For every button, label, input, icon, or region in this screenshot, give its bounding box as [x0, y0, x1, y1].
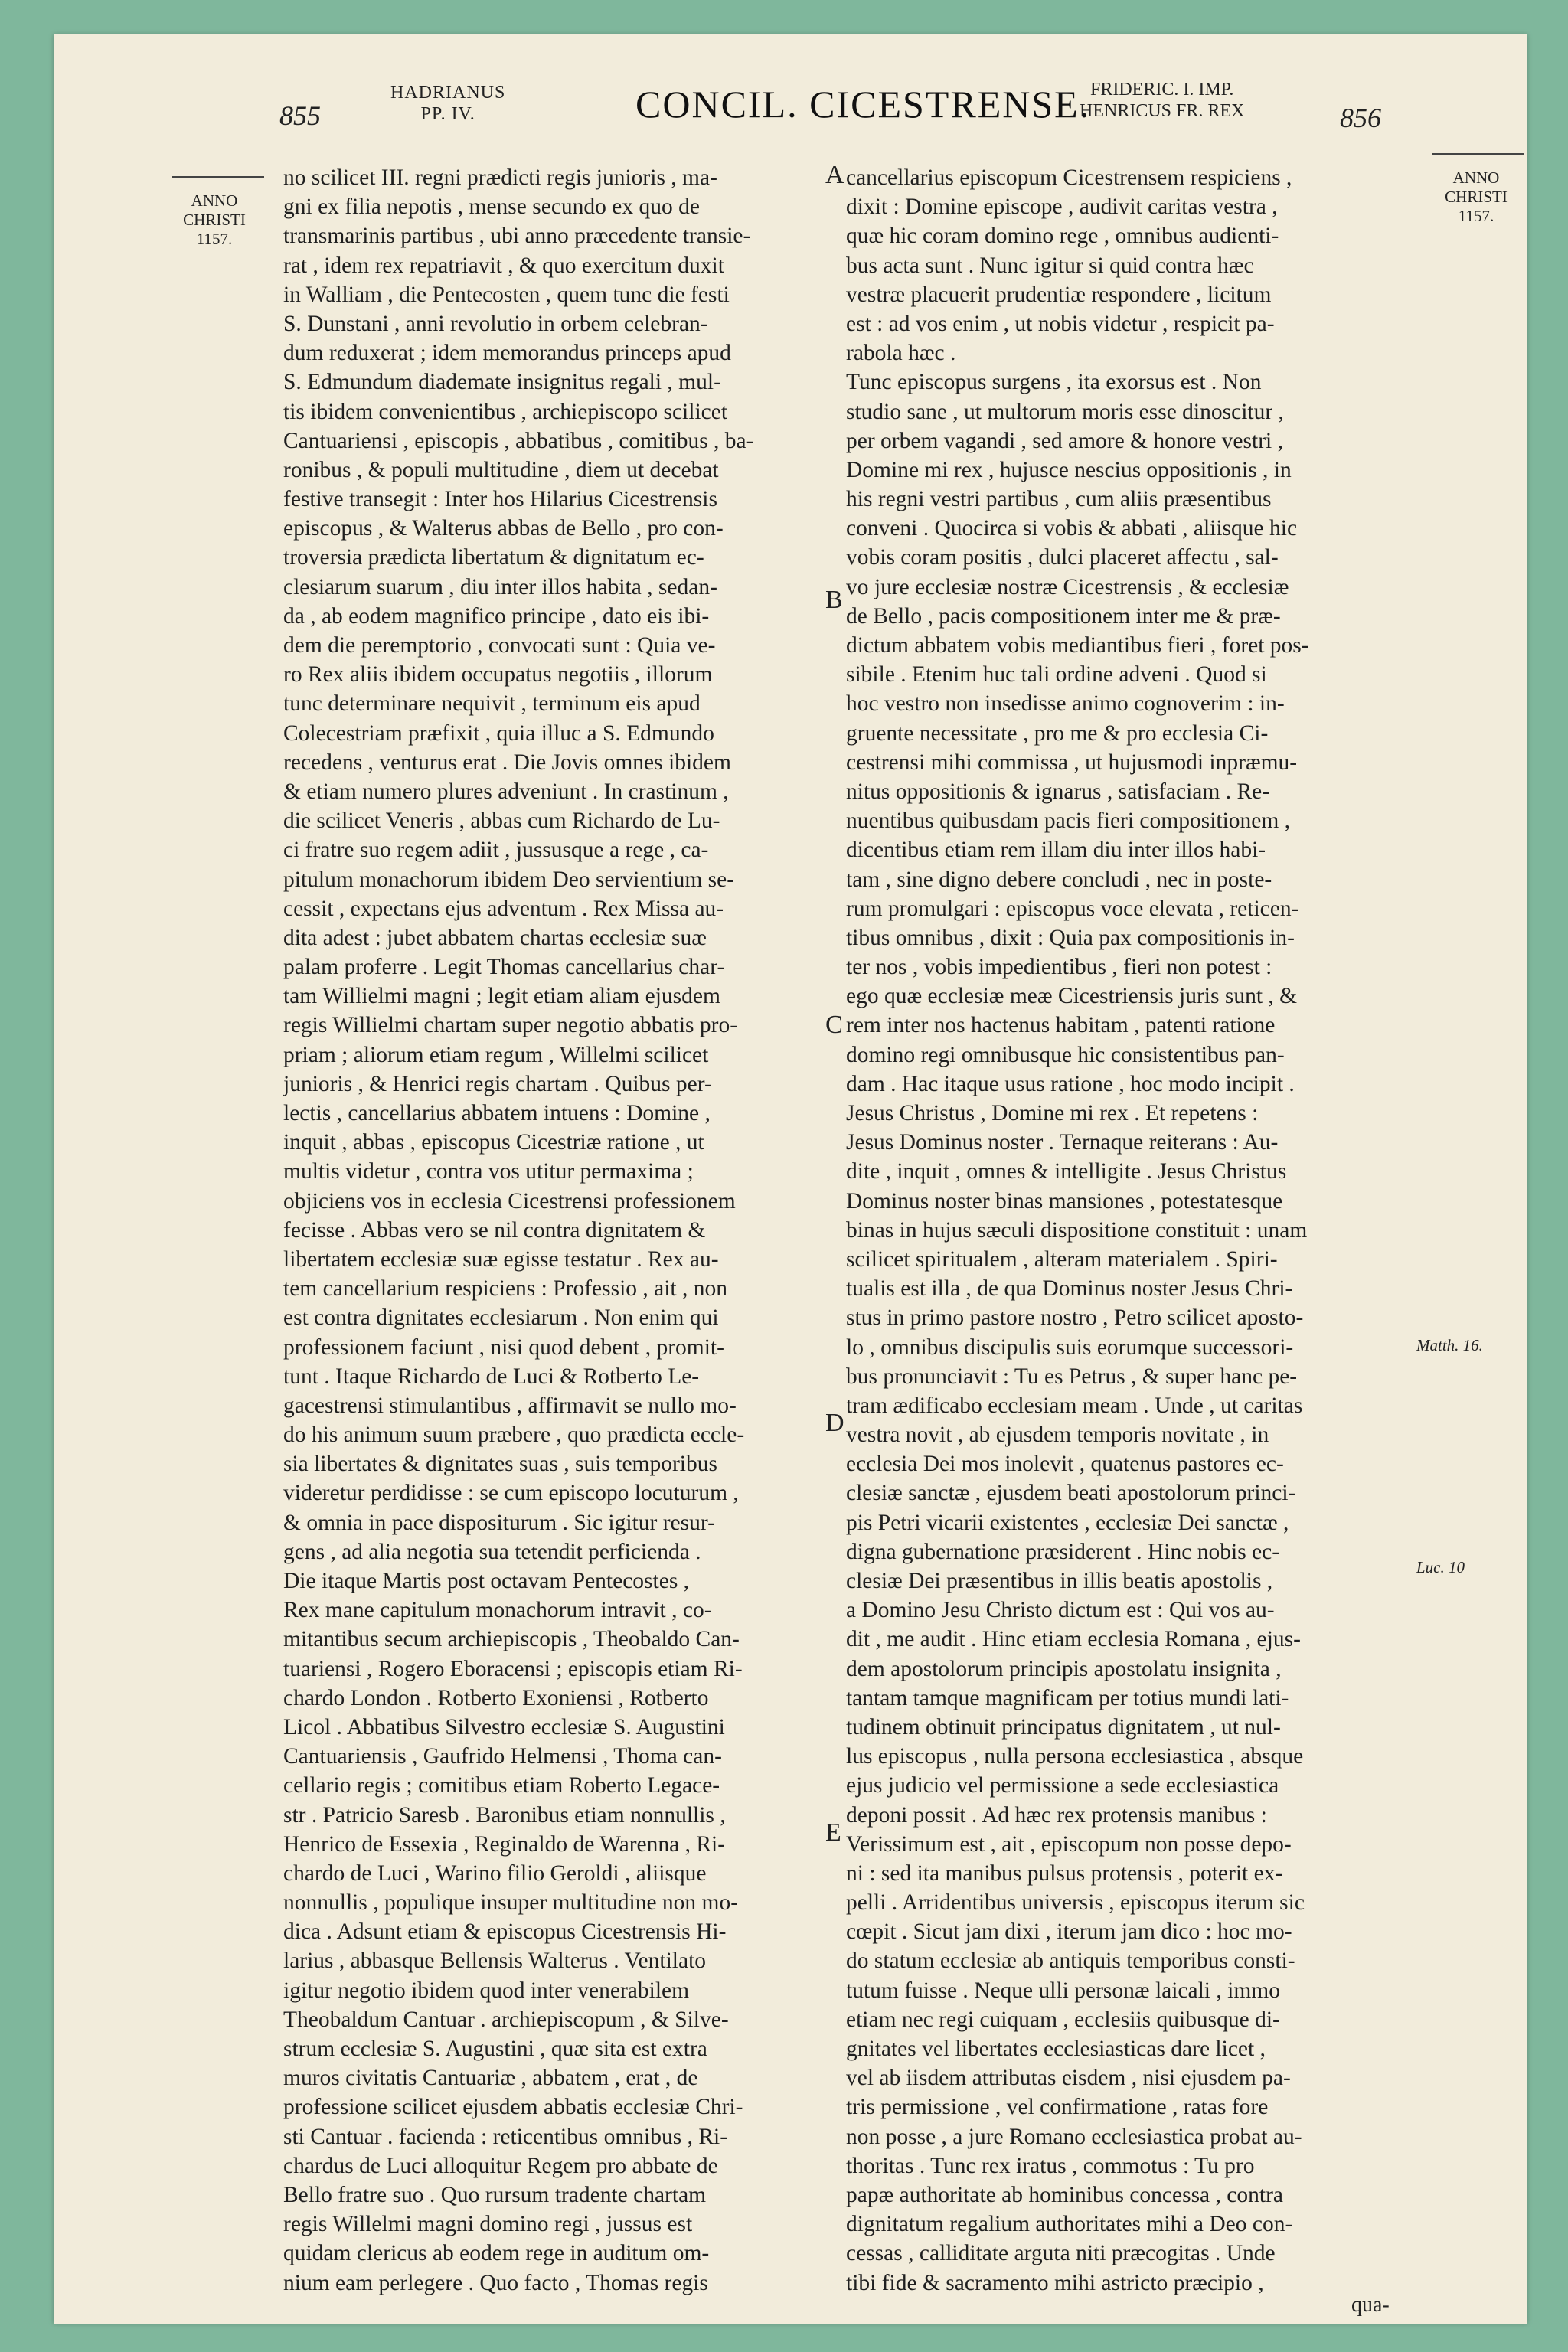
text-line: Tunc episcopus surgens , ita exorsus est . Non [846, 370, 1262, 395]
text-line: lus episcopus , nulla persona ecclesiastica , absque [846, 1744, 1304, 1769]
text-line: libertatem ecclesiæ suæ egisse testatur . Rex au- [283, 1246, 719, 1272]
text-line: troversia prædicta libertatum & dignitatum ec- [283, 545, 704, 570]
text-line: domino regi omnibusque hic consistentibus pan- [846, 1042, 1285, 1067]
text-line: junioris , & Henrici regis chartam . Quibus per- [283, 1071, 712, 1096]
text-line: tis ibidem convenientibus , archiepiscopo scilicet [283, 399, 728, 424]
text-line: a Domino Jesu Christo dictum est : Qui vos au- [846, 1598, 1275, 1623]
text-line: Domine mi rex , hujusce nescius oppositionis , in [846, 457, 1292, 482]
side-reference-luke: Luc. 10 [1416, 1558, 1465, 1576]
text-line: Colecestriam præfixit , quia illuc a S. Edmundo [283, 720, 714, 746]
text-line: recedens , venturus erat . Die Jovis omnes ibidem [283, 750, 731, 775]
text-line: per orbem vagandi , sed amore & honore vestri , [846, 428, 1283, 453]
text-line: dixit : Domine episcope , audivit caritas vestra , [846, 194, 1278, 220]
text-line: quidam clericus ab eodem rege in auditum om- [283, 2241, 710, 2266]
running-head-left [390, 82, 505, 125]
text-line: fecisse . Abbas vero se nil contra dignitatem & [283, 1217, 706, 1243]
text-line: non posse , a jure Romano ecclesiastica probat au- [846, 2124, 1302, 2149]
text-line: pelli . Arridentibus universis , episcopus iterum sic [846, 1890, 1305, 1916]
section-marker-b: B [825, 586, 843, 614]
text-line: gens , ad alia negotia sua tetendit perficienda . [283, 1539, 701, 1564]
text-line: tudinem obtinuit principatus dignitatem , ut nul- [846, 1714, 1281, 1740]
text-line: S. Dunstani , anni revolutio in orbem celebran- [283, 311, 708, 336]
text-line: papæ authoritate ab hominibus concessa , contra [846, 2182, 1283, 2207]
text-line: tam , sine digno debere concludi , nec in poste- [846, 867, 1272, 892]
text-line: clesiarum suarum , diu inter illos habita , sedan- [283, 574, 717, 599]
text-line: bus pronunciavit : Tu es Petrus , & super hanc pe- [846, 1364, 1298, 1389]
text-line: rabola hæc . [846, 341, 956, 366]
text-line: vobis coram positis , dulci placeret affectu , sal- [846, 545, 1279, 570]
text-line: est contra dignitates ecclesiarum . Non enim qui [283, 1305, 719, 1331]
text-line: tunt . Itaque Richardo de Luci & Rotberto Le- [283, 1364, 700, 1389]
side-reference-matthew: Matth. 16. [1416, 1336, 1483, 1354]
text-line: dignitatum regalium authoritates mihi a Deo con- [846, 2212, 1293, 2237]
text-line: scilicet spiritualem , alteram materialem . Spiri- [846, 1246, 1278, 1272]
text-line: larius , abbasque Bellensis Walterus . Ventilato [283, 1949, 707, 1974]
text-line: stus in primo pastore nostro , Petro scilicet aposto- [846, 1305, 1304, 1331]
text-line: & omnia in pace dispositurum . Sic igitur resur- [283, 1510, 715, 1535]
text-line: multis videtur , contra vos utitur permaxima ; [283, 1159, 694, 1184]
text-line: Verissimum est , ait , episcopum non posse depo- [846, 1831, 1292, 1857]
book-page [54, 34, 1527, 2324]
text-line: Rex mane capitulum monachorum intravit , co- [283, 1598, 712, 1623]
running-head-left-line1: HADRIANUS [390, 83, 506, 103]
text-line: gnitates vel libertates ecclesiasticas dare licet , [846, 2037, 1266, 2061]
text-line: sia libertates & dignitates suas , suis temporibus [283, 1452, 717, 1477]
text-line: & etiam numero plures adveniunt . In crastinum , [283, 779, 729, 804]
running-head-title: CONCIL. CICESTRENSE. [635, 83, 1091, 126]
text-line: videretur perdidisse : se cum episcopo locuturum , [283, 1481, 739, 1506]
text-line: bus acta sunt . Nunc igitur si quid contra hæc [846, 253, 1254, 278]
text-line: gni ex filia nepotis , mense secundo ex quo de [283, 194, 700, 220]
text-line: ter nos , vobis impedientibus , fieri non potest : [846, 955, 1272, 980]
text-line: tem cancellarium respiciens : Professio , ait , non [283, 1276, 728, 1302]
text-line: rat , idem rex repatriavit , & quo exercitum duxit [283, 253, 724, 278]
text-line: S. Edmundum diademate insignitus regali , mul- [283, 370, 721, 395]
running-head-right-line2: HENRICUS FR. REX [1080, 101, 1245, 121]
text-line: professionem faciunt , nisi quod debent , promit- [283, 1334, 724, 1360]
text-line: dum reduxerat ; idem memorandus princeps apud [283, 341, 731, 366]
text-line: Die itaque Martis post octavam Pentecostes , [283, 1569, 690, 1593]
text-line: Jesus Christus , Domine mi rex . Et repetens : [846, 1101, 1259, 1125]
text-line: de Bello , pacis compositionem inter me & præ- [846, 603, 1281, 629]
text-line: gacestrensi stimulantibus , affirmavit se nullo mo- [283, 1393, 737, 1418]
text-line: dictum abbatem vobis mediantibus fieri , foret pos- [846, 633, 1309, 658]
text-line: regis Willielmi chartam super negotio abbatis pro- [283, 1013, 738, 1038]
text-line: tris permissione , vel confirmatione , ratas fore [846, 2095, 1269, 2120]
page-number-right: 856 [1340, 103, 1381, 133]
section-marker-a: A [825, 161, 844, 189]
text-line: deponi possit . Ad hæc rex protensis manibus : [846, 1802, 1267, 1828]
text-line: tibi fide & sacramento mihi astricto præcipio , [846, 2270, 1264, 2295]
text-line: transmarinis partibus , ubi anno præcedente transie- [283, 224, 751, 249]
text-line: pitulum monachorum ibidem Deo servientium se- [283, 867, 735, 892]
text-line: cessas , calliditate arguta niti præcogitas . Unde [846, 2241, 1276, 2266]
year-note-right [1438, 168, 1514, 226]
page-number-left: 855 [279, 100, 321, 131]
text-line: hoc vestro non insedisse animo cognoverim : in- [846, 691, 1285, 717]
text-line: tantam tamque magnificam per totius mundi lati- [846, 1685, 1289, 1710]
text-column-left [283, 163, 850, 2298]
text-line: est : ad vos enim , ut nobis videtur , respicit pa- [846, 311, 1275, 336]
text-line: muros civitatis Cantuariæ , abbatem , erat , de [283, 2066, 698, 2091]
text-line: die scilicet Veneris , abbas cum Richardo de Lu- [283, 808, 720, 834]
text-line: dite , inquit , omnes & intelligite . Jesus Christus [846, 1159, 1287, 1184]
text-line: dem apostolorum principis apostolatu insignita , [846, 1656, 1282, 1681]
text-line: cestrensi mihi commissa , ut hujusmodi inpræmu- [846, 750, 1298, 775]
text-line: episcopus , & Walterus abbas de Bello , pro con- [283, 516, 724, 541]
running-head-right-line1: FRIDERIC. I. IMP. [1090, 80, 1234, 100]
text-line: binas in hujus sæculi dispositione constituit : unam [846, 1217, 1308, 1243]
text-line: ro Rex aliis ibidem occupatus negotiis , illorum [283, 662, 713, 688]
text-line: Cantuariensi , episcopis , abbatibus , comitibus , ba- [283, 428, 754, 453]
text-line: sibile . Etenim huc tali ordine adveni . Quod si [846, 662, 1267, 688]
text-line: do statum ecclesiæ ab antiquis temporibus consti- [846, 1949, 1295, 1974]
text-line: vestræ placuerit prudentiæ respondere , licitum [846, 282, 1272, 307]
text-line: lectis , cancellarius abbatem intuens : Domine , [283, 1101, 710, 1125]
text-line: sti Cantuar . facienda : reticentibus omnibus , Ri- [283, 2124, 728, 2149]
text-line: chardo de Luci , Warino filio Geroldi , aliisque [283, 1860, 707, 1886]
text-line: str . Patricio Saresb . Baronibus etiam nonnullis , [283, 1802, 726, 1828]
text-line: dit , me audit . Hinc etiam ecclesia Romana , ejus- [846, 1627, 1301, 1652]
text-line: tuariensi , Rogero Eboracensi ; episcopis etiam Ri- [283, 1656, 743, 1681]
text-line: chardo London . Rotberto Exoniensi , Rotberto [283, 1685, 709, 1710]
text-column-right [846, 163, 1413, 2298]
text-line: igitur negotio ibidem quod inter venerabilem [283, 1978, 690, 2003]
text-line: tutum fuisse . Neque ulli personæ laicali , immo [846, 1978, 1280, 2003]
text-line: ronibus , & populi multitudine , diem ut decebat [283, 457, 719, 482]
margin-rule-left [172, 176, 264, 178]
text-line: Jesus Dominus noster . Ternaque reiterans : Au- [846, 1130, 1279, 1155]
text-line: dam . Hac itaque usus ratione , hoc modo incipit . [846, 1071, 1295, 1096]
year-note-left-label: ANNO CHRISTI [183, 191, 246, 229]
text-line: tam Willielmi magni ; legit etiam aliam ejusdem [283, 984, 720, 1009]
year-note-left [176, 191, 253, 249]
text-line: Licol . Abbatibus Silvestro ecclesiæ S. Augustini [283, 1714, 725, 1740]
text-line: cellario regis ; comitibus etiam Roberto Legace- [283, 1773, 720, 1798]
text-line: festive transegit : Inter hos Hilarius Cicestrensis [283, 487, 717, 512]
text-line: pis Petri vicarii existentes , ecclesiæ Dei sanctæ , [846, 1510, 1289, 1535]
text-line: inquit , abbas , episcopus Cicestriæ ratione , ut [283, 1130, 704, 1155]
section-marker-e: E [825, 1818, 841, 1847]
text-line: strum ecclesiæ S. Augustini , quæ sita est extra [283, 2037, 707, 2061]
year-note-right-label: ANNO CHRISTI [1445, 168, 1508, 206]
text-line: dita adest : jubet abbatem chartas ecclesiæ suæ [283, 925, 707, 950]
text-line: cessit , expectans ejus adventum . Rex Missa au- [283, 896, 724, 921]
text-line: ego quæ ecclesiæ meæ Cicestriensis juris sunt , & [846, 984, 1298, 1009]
text-line: objiciens vos in ecclesia Cicestrensi professionem [283, 1188, 736, 1214]
text-line: rum promulgari : episcopus voce elevata , reticen- [846, 896, 1299, 921]
text-line: professione scilicet ejusdem abbatis ecclesiæ Chri- [283, 2095, 743, 2120]
text-line: digna gubernatione præsiderent . Hinc nobis ec- [846, 1539, 1280, 1564]
catchword: qua- [1351, 2293, 1390, 2317]
text-line: nitus oppositionis & ignarus , satisfaciam . Re- [846, 779, 1270, 804]
text-line: nium eam perlegere . Quo facto , Thomas regis [283, 2270, 708, 2295]
running-head-right [1080, 79, 1244, 122]
section-marker-d: D [825, 1409, 844, 1437]
text-line: nonnullis , populique insuper multitudine non mo- [283, 1890, 739, 1916]
text-line: ci fratre suo regem adiit , jussusque a rege , ca- [283, 838, 709, 863]
text-line: do his animum suum præbere , quo prædicta eccle- [283, 1423, 745, 1448]
text-line: mitantibus secum archiepiscopis , Theobaldo Can- [283, 1627, 740, 1652]
text-line: quæ hic coram domino rege , omnibus audienti- [846, 224, 1279, 249]
text-line: studio sane , ut multorum moris esse dinoscitur , [846, 399, 1284, 424]
text-line: no scilicet III. regni prædicti regis junioris , ma- [283, 165, 717, 190]
text-line: Bello fratre suo . Quo rursum tradente chartam [283, 2182, 707, 2207]
text-line: tibus omnibus , dixit : Quia pax compositionis in- [846, 925, 1295, 950]
text-line: palam proferre . Legit Thomas cancellarius char- [283, 955, 725, 980]
text-line: vestra novit , ab ejusdem temporis novitate , in [846, 1423, 1269, 1448]
running-head-left-line2: PP. IV. [420, 104, 475, 124]
text-line: vel ab iisdem attributas eisdem , nisi ejusdem pa- [846, 2066, 1291, 2091]
text-line: tunc determinare nequivit , terminum eis apud [283, 691, 701, 717]
text-line: Theobaldum Cantuar . archiepiscopum , & Silve- [283, 2007, 729, 2032]
text-line: Dominus noster binas mansiones , potestatesque [846, 1188, 1283, 1214]
text-line: Henrico de Essexia , Reginaldo de Warenna , Ri- [283, 1831, 726, 1857]
year-note-right-year: 1157. [1458, 207, 1494, 225]
text-line: etiam nec regi cuiquam , ecclesiis quibusque di- [846, 2007, 1280, 2032]
text-line: clesiæ Dei præsentibus in illis beatis apostolis , [846, 1569, 1273, 1593]
text-line: clesiæ sanctæ , ejusdem beati apostolorum princi- [846, 1481, 1296, 1506]
text-line: regis Willelmi magni domino regi , jussus est [283, 2212, 693, 2237]
text-line: tualis est illa , de qua Dominus noster Jesus Chri- [846, 1276, 1293, 1302]
text-line: chardus de Luci alloquitur Regem pro abbate de [283, 2153, 718, 2178]
text-line: Cantuariensis , Gaufrido Helmensi , Thoma can- [283, 1744, 722, 1769]
year-note-left-year: 1157. [196, 230, 233, 248]
text-line: ejus judicio vel permissione a sede ecclesiastica [846, 1773, 1279, 1798]
text-line: priam ; aliorum etiam regum , Willelmi scilicet [283, 1042, 709, 1067]
text-line: in Walliam , die Pentecosten , quem tunc die festi [283, 282, 730, 307]
text-line: ni : sed ita manibus pulsus protensis , poterit ex- [846, 1860, 1283, 1886]
text-line: lo , omnibus discipulis suis eorumque successori- [846, 1334, 1294, 1360]
text-line: ecclesia Dei mos inolevit , quatenus pastores ec- [846, 1452, 1284, 1477]
text-line: rem inter nos hactenus habitam , patenti ratione [846, 1013, 1276, 1038]
text-line: cœpit . Sicut jam dixi , iterum jam dico : hoc mo- [846, 1919, 1292, 1945]
text-line: tram ædificabo ecclesiam meam . Unde , ut caritas [846, 1393, 1303, 1418]
text-line: dica . Adsunt etiam & episcopus Cicestrensis Hi- [283, 1919, 727, 1945]
text-line: dicentibus etiam rem illam diu inter illos habi- [846, 838, 1266, 863]
text-line: cancellarius episcopum Cicestrensem respiciens , [846, 165, 1292, 190]
text-line: gruente necessitate , pro me & pro ecclesia Ci- [846, 720, 1269, 746]
section-marker-c: C [825, 1011, 843, 1039]
text-line: vo jure ecclesiæ nostræ Cicestrensis , & ecclesiæ [846, 574, 1289, 599]
text-line: conveni . Quocirca si vobis & abbati , aliisque hic [846, 516, 1298, 541]
text-line: dem die peremptorio , convocati sunt : Quia ve- [283, 633, 716, 658]
text-line: da , ab eodem magnifico principe , dato eis ibi- [283, 603, 710, 629]
text-line: thoritas . Tunc rex iratus , commotus : Tu pro [846, 2153, 1255, 2178]
text-line: his regni vestri partibus , cum aliis præsentibus [846, 487, 1272, 512]
margin-rule-right [1432, 153, 1524, 155]
text-line: nuentibus quibusdam pacis fieri compositionem , [846, 808, 1291, 834]
